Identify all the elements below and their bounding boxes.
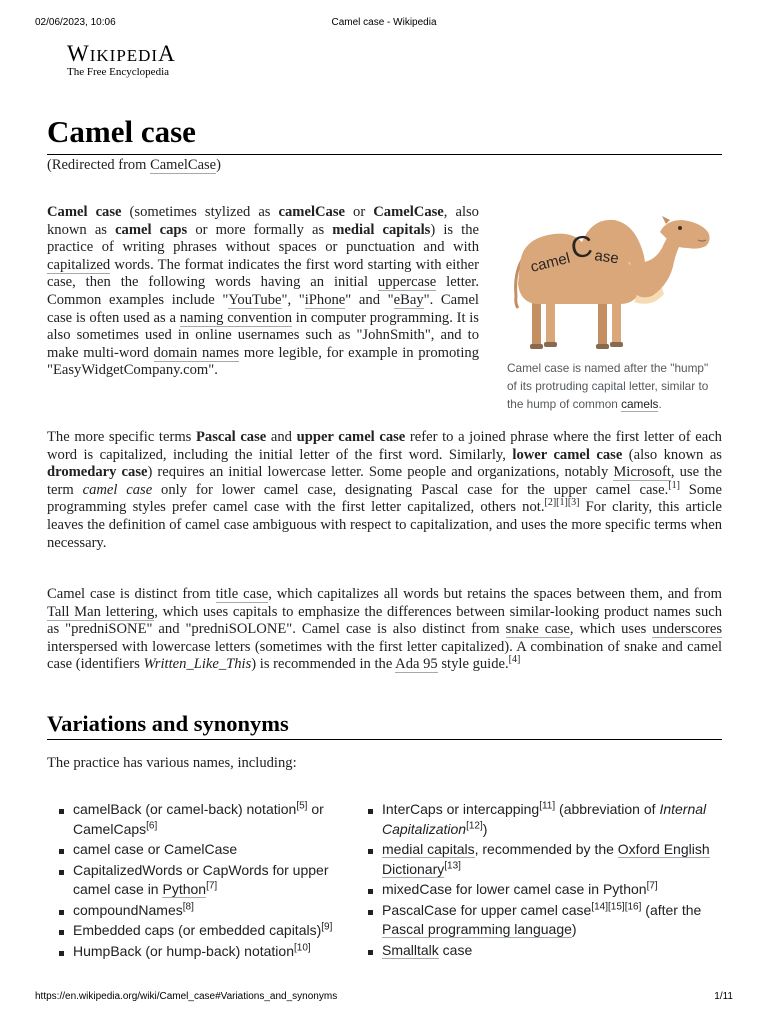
citation-10[interactable]: [10] [294,941,311,953]
citation-14[interactable]: [14] [591,900,609,912]
illustration-text-ase: ase [593,247,620,268]
wikipedia-logo[interactable] [67,41,176,78]
citation-7[interactable]: [7] [206,880,218,892]
camel-figure [502,204,722,413]
link-smalltalk[interactable]: Smalltalk [382,941,439,958]
print-header [35,17,733,31]
redirect-link[interactable]: CamelCase [150,157,217,173]
citation-5[interactable]: [5] [296,800,308,812]
link-medial-capitals[interactable]: medial capitals [382,841,475,857]
citation-1[interactable]: [1] [668,479,680,491]
names-list-right [365,800,722,961]
link-camels[interactable]: camels [621,396,659,411]
citation-6[interactable]: [6] [146,819,158,831]
link-ebay[interactable]: eBay [393,291,424,308]
print-page-title: Camel case - Wikipedia [331,17,437,28]
paragraph-2: The more specific terms Pascal case and upper camel case refer to a joined phrase where the first letter of each word is capitalized, including the initial letter of the first word. Similarly, lower camel case (also known as dromedary case) requires an initial lowercase letter. Some people and organizations, notably Microsoft, use the term camel case only for lower camel case, designating Pascal case for the upper camel case.[1] Some programming styles prefer camel case with the first letter capitalized, others not.[2][1][3] For clarity, this article leaves the definition of camel case ambiguous with respect to capitalization, and uses the more specific terms when necessary. [47,429,723,551]
paragraph-1: Camel case (sometimes stylized as camelCase or CamelCase, also known as camel caps or more formally as medial capitals) is the practice of writing phrases without spaces or punctuation and with capitalized words. The format indicates the first word starting with either case, then the following words having an initial uppercase letter. Common examples include "YouTube", "iPhone" and "eBay". Camel case is often used as a naming convention in computer programming. It is also sometimes used in online usernames such as "JohnSmith", and to make multi-word domain names more legible, for example in promoting "EasyWidgetCompany.com". [47,204,479,379]
page-title: Camel case [47,113,722,155]
link-uppercase[interactable]: uppercase [377,274,437,291]
figure-caption: Camel case is named after the "hump" of its protruding capital letter, similar to the hump of common camels. [507,361,709,411]
list-item: mixedCase for lower camel case in Python[7] [365,880,722,900]
list-item: InterCaps or intercapping[11] (abbreviation of Internal Capitalization[12]) [365,800,722,839]
link-ada-95[interactable]: Ada 95 [395,656,438,673]
citation-9[interactable]: [9] [321,921,333,933]
list-item: HumpBack (or hump-back) notation[10] [56,942,361,962]
citation-11[interactable]: [11] [539,800,556,812]
logo-wordmark: WIKIPEDIA [67,41,176,66]
illustration-text-camel: camel [528,249,572,276]
print-url: https://en.wikipedia.org/wiki/Camel_case#Variations_and_synonyms [35,991,338,1002]
citation-12[interactable]: [12] [466,819,483,831]
redirect-note: (Redirected from CamelCase) [47,157,221,173]
citation-16[interactable]: [16] [624,900,642,912]
link-pascal-language[interactable]: Pascal programming language [382,921,572,937]
list-item: compoundNames[8] [56,901,361,921]
citation-1b[interactable]: [1] [556,497,568,509]
citation-3[interactable]: [3] [567,497,580,509]
list-item: CapitalizedWords or CapWords for upper camel case in Python[7] [56,861,361,900]
list-item: camelBack (or camel-back) notation[5] or CamelCaps[6] [56,800,361,839]
link-iphone[interactable]: iPhone [304,291,346,308]
camel-illustration[interactable] [502,204,720,354]
citation-4[interactable]: [4] [508,654,521,666]
section-heading: Variations and synonyms [47,710,722,740]
link-tall-man-lettering[interactable]: Tall Man lettering [47,603,155,620]
list-item: Embedded caps (or embedded capitals)[9] [56,921,361,941]
link-naming-convention[interactable]: naming convention [179,309,293,326]
section-intro: The practice has various names, including: [47,755,297,771]
citation-7b[interactable]: [7] [646,880,658,892]
list-item: Smalltalk case [365,941,722,961]
logo-tagline: The Free Encyclopedia [67,66,170,78]
citation-15[interactable]: [15] [608,900,625,912]
list-item: medial capitals, recommended by the Oxford English Dictionary[13] [365,840,722,879]
link-title-case[interactable]: title case [215,586,269,602]
paragraph-3: Camel case is distinct from title case, which capitalizes all words but retains the spaces between them, and from Tall Man lettering, which uses capitals to emphasize the differences between similar-looking product names such as "predniSONE" and "predniSOLONE". Camel case is also distinct from snake case, which uses underscores interspersed with lowercase letters (sometimes with the first letter capitalized). A combination of snake and camel case (identifiers Written_Like_This) is recommended in the Ada 95 style guide.[4] [47,586,723,673]
link-snake-case[interactable]: snake case [505,621,570,638]
illustration-text-C: C [569,229,595,265]
link-youtube[interactable]: YouTube [228,291,282,308]
print-page-number: 1/11 [714,991,733,1002]
link-capitalized[interactable]: capitalized [47,256,111,273]
print-datetime: 02/06/2023, 10:06 [35,17,116,28]
names-list-left [56,800,361,962]
link-oxford-english-dictionary[interactable]: Oxford English Dictionary [382,841,710,877]
citation-2[interactable]: [2] [544,497,557,509]
link-python[interactable]: Python [162,881,207,897]
list-item: camel case or CamelCase [56,840,361,860]
link-microsoft[interactable]: Microsoft [613,464,671,481]
link-underscores[interactable]: underscores [652,621,722,638]
citation-8[interactable]: [8] [182,900,194,912]
citation-13[interactable]: [13] [444,859,461,871]
list-item: PascalCase for upper camel case[14][15][16] (after the Pascal programming language) [365,901,722,940]
link-domain-names[interactable]: domain names [153,344,240,361]
print-footer [35,991,733,1005]
